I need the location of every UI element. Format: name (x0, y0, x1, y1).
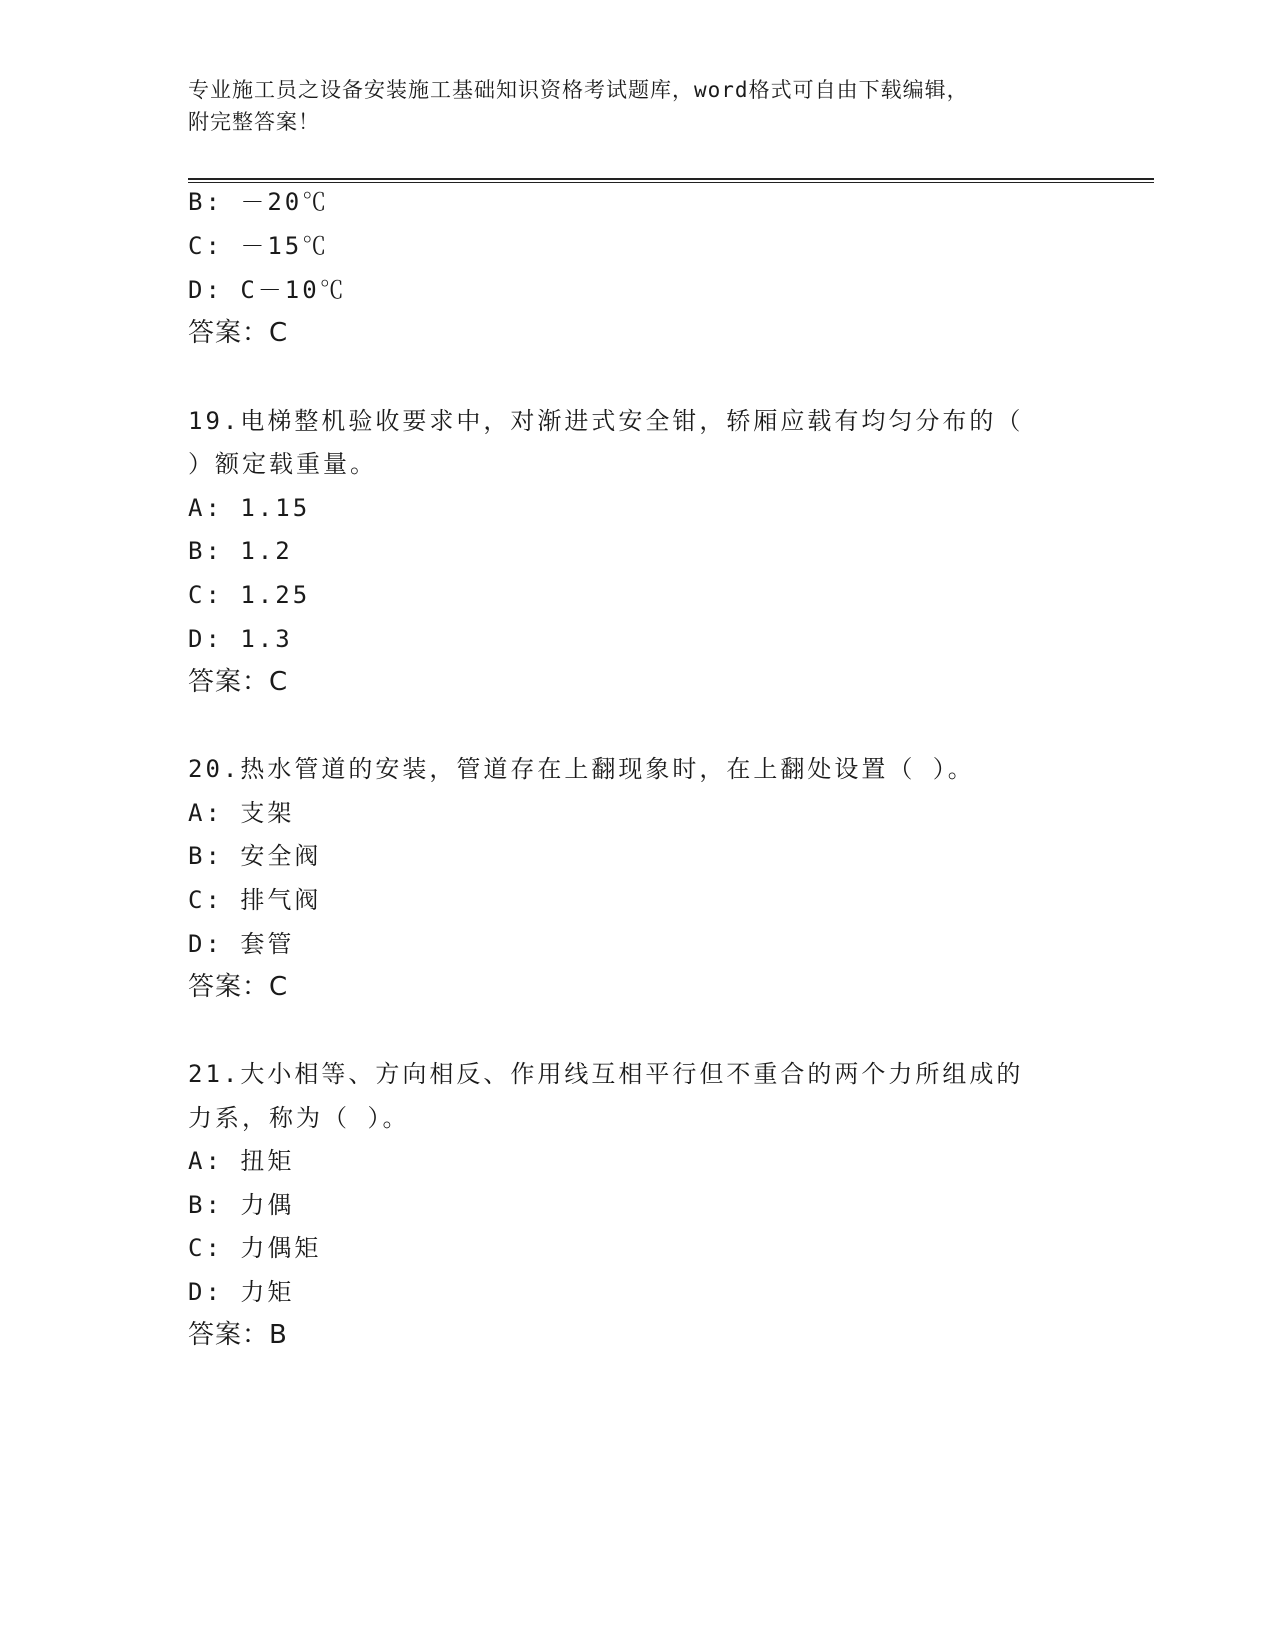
header-line-1: 专业施工员之设备安装施工基础知识资格考试题库，word格式可自由下载编辑， (188, 78, 969, 102)
header-divider-thin (188, 182, 1154, 183)
header-line-2: 附完整答案！ (188, 110, 320, 134)
question-19-answer: 答案：C (188, 667, 289, 697)
header-divider-thick (188, 178, 1154, 180)
question-19-option-c: C: 1.25 (188, 581, 311, 609)
question-21-option-a: A: 扭矩 (188, 1147, 295, 1175)
option-b: B: －20℃ (188, 188, 330, 216)
question-20-option-d: D: 套管 (188, 930, 295, 958)
question-20-answer: 答案：C (188, 972, 289, 1002)
question-21-option-b: B: 力偶 (188, 1191, 295, 1219)
question-21-answer: 答案：B (188, 1320, 288, 1350)
answer-text: 答案：C (188, 318, 289, 348)
option-c: C: －15℃ (188, 232, 330, 260)
question-19-stem-line-1: 19.电梯整机验收要求中，对渐进式安全钳，轿厢应载有均匀分布的（ (188, 407, 1024, 435)
question-19-option-b: B: 1.2 (188, 537, 293, 565)
question-19-option-a: A: 1.15 (188, 494, 311, 522)
document-header (188, 74, 1088, 138)
question-21-option-d: D: 力矩 (188, 1278, 295, 1306)
option-d: D: C－10℃ (188, 276, 347, 304)
question-20-stem-line-1: 20.热水管道的安装，管道存在上翻现象时，在上翻处设置（ ）。 (188, 755, 975, 783)
question-20-option-a: A: 支架 (188, 799, 295, 827)
question-21-option-c: C: 力偶矩 (188, 1234, 322, 1262)
question-21-stem-line-1: 21.大小相等、方向相反、作用线互相平行但不重合的两个力所组成的 (188, 1060, 1024, 1088)
question-20-option-b: B: 安全阀 (188, 842, 322, 870)
question-21-stem-line-2: 力系，称为（ ）。 (188, 1104, 410, 1132)
question-19-stem-line-2: ）额定载重量。 (188, 450, 377, 478)
question-20-option-c: C: 排气阀 (188, 886, 322, 914)
question-19-option-d: D: 1.3 (188, 625, 293, 653)
